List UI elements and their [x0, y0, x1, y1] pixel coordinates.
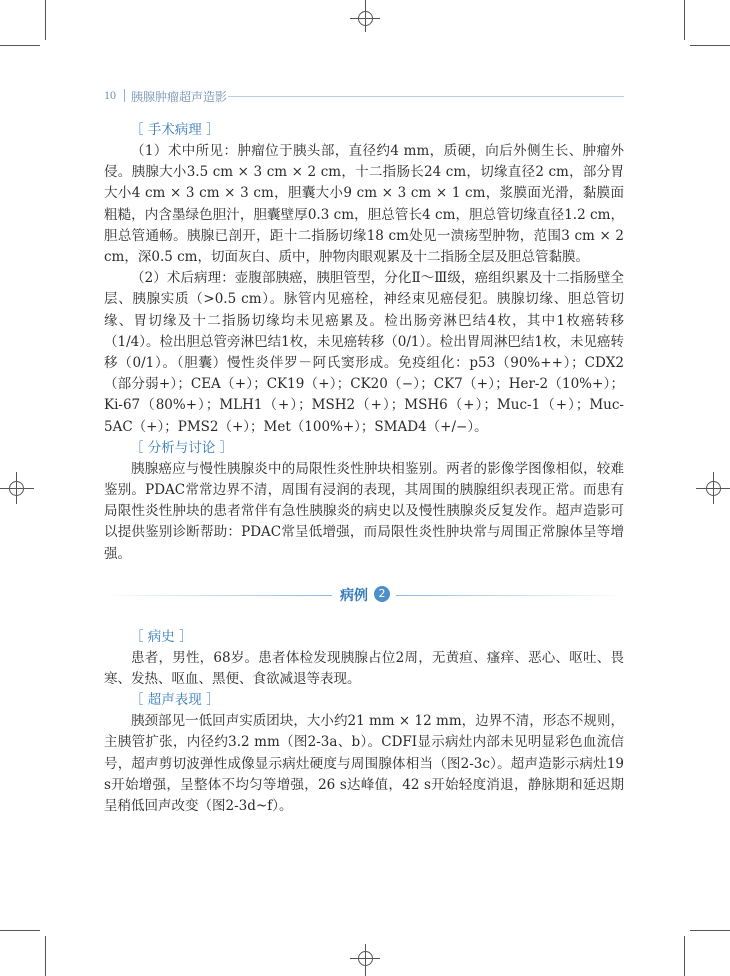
paragraph-intraoperative: （1）术中所见：肿瘤位于胰头部，直径约4 mm，质硬，向后外侧生长、肿瘤外侵。胰腺大小3.5 cm × 3 cm × 2 cm，十二指肠长24 cm，切缘直径2 cm，部分胃大小4 cm × 3 cm × 3 cm，胆囊大小9 cm × 3 cm × 1 cm，浆膜面光滑，黏膜面粗糙，内含墨绿色胆汁，胆囊壁厚0.3 cm，胆总管长4 cm，胆总管切缘直径1.2 cm，胆总管通畅。胰腺已剖开，距十二指肠切缘18 cm处见一溃疡型肿物，范围3 cm × 2 cm，深0.5 cm，切面灰白、质中，肿物肉眼观累及十二指肠全层及胆总管黏膜。: [104, 143, 624, 266]
section-heading-ultrasound: ［ 超声表现 ］: [130, 692, 220, 709]
case-divider-line-left: [104, 595, 332, 596]
section-heading-analysis: ［ 分析与讨论 ］: [130, 439, 234, 456]
case-number-badge: 2: [374, 586, 390, 602]
page-number: 10: [104, 88, 116, 102]
header-divider: [124, 89, 125, 102]
case-divider-line-right: [396, 595, 624, 596]
paragraph-history: 患者，男性，68岁。患者体检发现胰腺占位2周，无黄疸、瘙痒、恶心、呕吐、畏寒、发热、呕血、黑便、食欲减退等表现。: [104, 649, 624, 688]
case-divider: [104, 581, 624, 609]
book-title: 胰腺肿瘤超声造影: [131, 90, 228, 104]
page-content: [104, 120, 624, 817]
case-label: 病例: [340, 587, 368, 604]
section-heading-history: ［ 病史 ］: [130, 628, 193, 645]
header-rule: [228, 96, 624, 97]
running-header: [104, 88, 624, 104]
section-heading-surgical-pathology: ［ 手术病理 ］: [130, 122, 220, 138]
paragraph-analysis: 胰腺癌应与慢性胰腺炎中的局限性炎性肿块相鉴别。两者的影像学图像相似，较难鉴别。PDAC常常边界不清，周围有浸润的表现，其周围的胰腺组织表现正常。而患有局限性炎性肿块的患者常伴有急性胰腺炎的病史以及慢性胰腺炎反复发作。超声造影可以提供鉴别诊断帮助：PDAC常呈低增强，而局限性炎性肿块常与周围正常腺体呈等增强。: [104, 460, 624, 562]
paragraph-postoperative-pathology: （2）术后病理：壶腹部胰癌，胰胆管型，分化Ⅱ～Ⅲ级，癌组织累及十二指肠壁全层、胰腺实质（>0.5 cm）。脉管内见癌栓，神经束见癌侵犯。胰腺切缘、胆总管切缘、胃切缘及十二指肠切缘均未见癌累及。检出肠旁淋巴结4枚，其中1枚癌转移（1/4）。检出胆总管旁淋巴结1枚，未见癌转移（0/1）。检出胃周淋巴结1枚，未见癌转移（0/1）。（胆囊）慢性炎伴罗－阿氏窦形成。免疫组化：p53（90%++）；CDX2（部分弱+）；CEA（+）；CK19（+）；CK20（−）；CK7（+）；Her-2（10%+）；Ki-67（80%+）；MLH1（+）；MSH2（+）；MSH6（+）；Muc-1（+）；Muc-5AC（+）；PMS2（+）；Met（100%+）；SMAD4（+/−）。: [104, 270, 624, 435]
paragraph-ultrasound: 胰颈部见一低回声实质团块，大小约21 mm × 12 mm，边界不清，形态不规则，主胰管扩张，内径约3.2 mm（图2-3a、b）。CDFI显示病灶内部未见明显彩色血流信号，超声剪切波弹性成像显示病灶硬度与周围腺体相当（图2-3c）。超声造影示病灶19 s开始增强，呈整体不均匀等增强，26 s达峰值，42 s开始轻度消退，静脉期和延迟期呈稍低回声改变（图2-3d~f）。: [104, 713, 624, 815]
